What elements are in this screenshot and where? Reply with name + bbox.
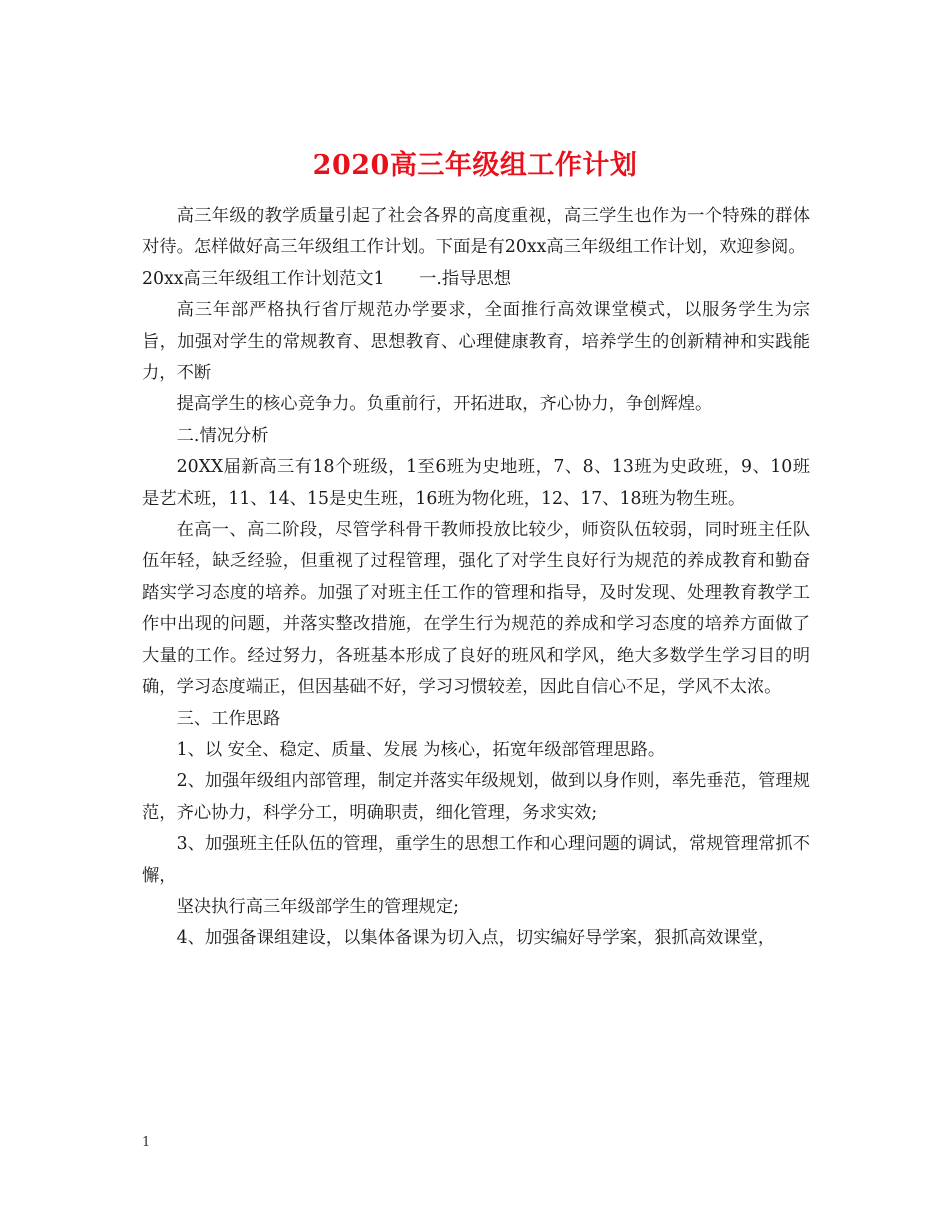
paragraph: 3、加强班主任队伍的管理，重学生的思想工作和心理问题的调试，常规管理常抓不懈， [142, 834, 810, 886]
paragraph: 高三年级的教学质量引起了社会各界的高度重视，高三学生也作为一个特殊的群体对待。怎样做好高三年级组工作计划。下面是有20xx高三年级组工作计划，欢迎参阅。 [142, 206, 810, 258]
paragraph: 在高一、高二阶段，尽管学科骨干教师投放比较少，师资队伍较弱，同时班主任队伍年轻，缺乏经验，但重视了过程管理，强化了对学生良好行为规范的养成教育和勤奋踏实学习态度的培养。加强了对班主任工作的管理和指导，及时发现、处理教育教学工作中出现的问题，并落实整改措施，在学生行为规范的养成和学习态度的培养方面做了大量的工作。经过努力，各班基本形成了良好的班风和学风，绝大多数学生学习目的明确，学习态度端正，但因基础不好，学习习惯较差，因此自信心不足，学风不太浓。 [142, 520, 810, 698]
paragraph: 二.情况分析 [176, 425, 269, 446]
document-body [142, 201, 810, 955]
paragraph: 提高学生的核心竞争力。负重前行，开拓进取，齐心协力，争创辉煌。 [176, 394, 713, 415]
document-title: 2020高三年级组工作计划 [312, 150, 638, 182]
paragraph: 20XX届新高三有18个班级，1至6班为史地班，7、8、13班为史政班，9、10班是艺术班，11、14、15是史生班，16班为物化班，12、17、18班为物生班。 [142, 457, 810, 509]
page-number: 1 [142, 1135, 151, 1150]
paragraph: 20xx高三年级组工作计划范文1 一.指导思想 [142, 268, 512, 289]
paragraph: 2、加强年级组内部管理，制定并落实年级规划，做到以身作则，率先垂范，管理规范，齐心协力，科学分工，明确职责，细化管理，务求实效; [142, 771, 810, 823]
paragraph: 4、加强备课组建设，以集体备课为切入点，切实编好导学案，狠抓高效课堂， [176, 928, 776, 949]
paragraph: 三、工作思路 [176, 708, 281, 729]
paragraph: 1、以 安全、稳定、质量、发展 为核心，拓宽年级部管理思路。 [176, 739, 666, 760]
paragraph: 坚决执行高三年级部学生的管理规定; [176, 896, 459, 917]
paragraph: 高三年部严格执行省厅规范办学要求，全面推行高效课堂模式，以服务学生为宗旨，加强对学生的常规教育、思想教育、心理健康教育，培养学生的创新精神和实践能力，不断 [142, 300, 810, 384]
